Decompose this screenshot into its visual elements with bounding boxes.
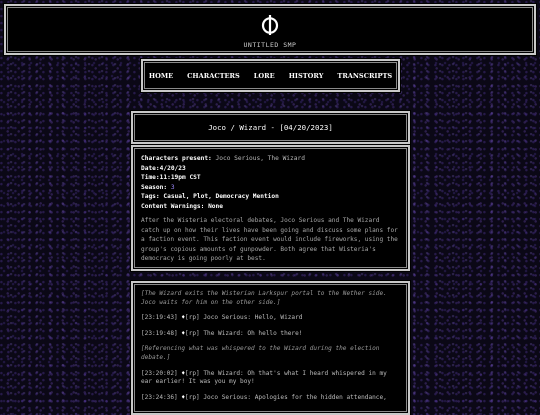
- entry-summary: After the Wisteria electoral debates, Joco Serious and The Wizard catch up on how their lives have been going and discuss some plans for a faction event. This faction event would include fireworks, using the group's copious amounts of gunpowder. Both agree that Wisteria's democracy is going poorly at best.: [141, 217, 398, 262]
- message: [rp] The Wizard: Oh hello there!: [185, 329, 303, 337]
- characters-label: Characters present:: [141, 155, 212, 162]
- timestamp: [23:20:02]: [141, 369, 178, 377]
- main-nav: [141, 59, 400, 92]
- warnings-value: None: [208, 202, 223, 210]
- transcript-line: [141, 314, 400, 323]
- diamond-icon: ♦: [181, 314, 186, 322]
- site-header: [4, 4, 536, 55]
- entry-metadata: [141, 154, 305, 212]
- transcript-action: [Referencing what was whispered to the Wizard during the election debate.]: [141, 345, 380, 361]
- phi-icon[interactable]: [260, 14, 280, 36]
- characters-value: Joco Serious, The Wizard: [215, 155, 305, 162]
- timestamp: [23:24:36]: [141, 393, 178, 401]
- time-value: 11:19pm CST: [159, 174, 201, 182]
- message: [rp] The Wizard: Oh that's what I heard whispered in my ear earlier! It was you my boy!: [141, 369, 387, 386]
- entry-title-box: [131, 111, 410, 144]
- diamond-icon: ♦: [181, 393, 186, 401]
- time-label: Time:: [141, 174, 160, 182]
- transcript-panel: [131, 281, 410, 415]
- transcript-action: [The Wizard exits the Wisterian Larkspur portal to the Nether side. Joco waits for him on the other side.]: [141, 290, 387, 306]
- date-label: Date:: [141, 164, 160, 172]
- nav-characters[interactable]: CHARACTERS: [187, 72, 240, 80]
- season-value: 3: [170, 183, 175, 191]
- warnings-label: Content Warnings:: [141, 202, 205, 210]
- message: [rp] Joco Serious: Apologies for the hidden attendance,: [185, 393, 387, 401]
- transcript-line: [141, 394, 400, 403]
- entry-info-panel: [131, 145, 410, 271]
- season-label: Season:: [141, 183, 168, 191]
- site-title: UNTITLED SMP: [243, 41, 297, 49]
- nav-home[interactable]: HOME: [148, 72, 174, 80]
- diamond-icon: ♦: [181, 369, 186, 377]
- transcript-log: [141, 290, 400, 409]
- tags-label: Tags:: [141, 193, 160, 201]
- tags-value: Casual, Plot, Democracy Mention: [163, 193, 279, 201]
- transcript-line: [141, 370, 400, 387]
- timestamp: [23:19:43]: [141, 314, 178, 322]
- diamond-icon: ♦: [181, 329, 186, 337]
- message: [rp] Joco Serious: Hello, Wizard: [185, 314, 303, 322]
- date-value: 4/20/23: [159, 164, 186, 172]
- entry-title: Joco / Wizard - [04/20/2023]: [208, 123, 333, 132]
- nav-lore[interactable]: LORE: [253, 72, 275, 80]
- transcript-line: [141, 330, 400, 339]
- nav-history[interactable]: HISTORY: [288, 72, 324, 80]
- timestamp: [23:19:48]: [141, 329, 178, 337]
- nav-transcripts[interactable]: TRANSCRIPTS: [337, 72, 393, 80]
